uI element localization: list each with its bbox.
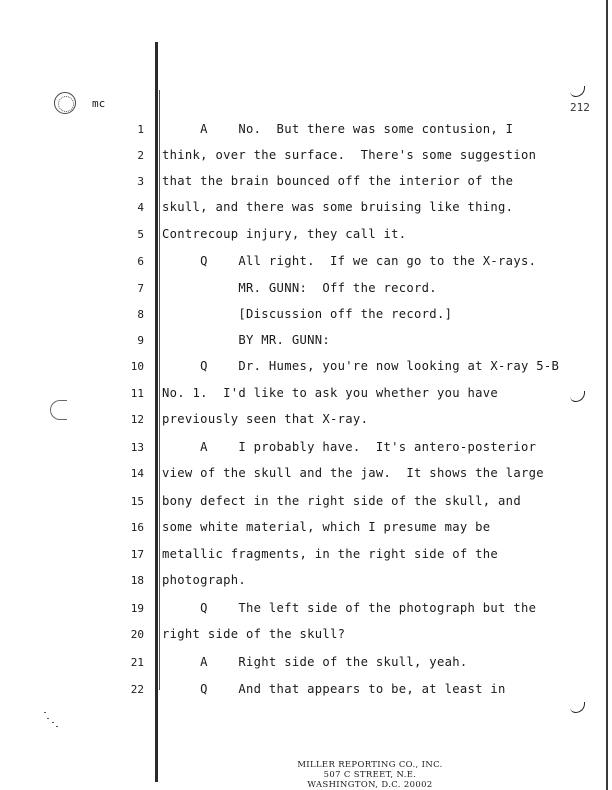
line-number: 1 xyxy=(137,123,144,136)
transcript-line: Q The left side of the photograph but the xyxy=(162,601,537,615)
line-number: 2 xyxy=(137,149,144,162)
right-edge-rule xyxy=(606,0,608,790)
transcript-line: metallic fragments, in the right side of the xyxy=(162,547,499,561)
transcript-line: No. 1. I'd like to ask you whether you have xyxy=(162,386,499,400)
line-number: 12 xyxy=(130,413,144,426)
margin-mark-icon xyxy=(570,391,585,402)
line-number: 15 xyxy=(130,495,144,508)
transcript-line: A I probably have. It's antero-posterior xyxy=(162,440,537,454)
line-number: 11 xyxy=(130,387,144,400)
transcript-line: Q All right. If we can go to the X-rays. xyxy=(162,254,537,268)
transcript-line: MR. GUNN: Off the record. xyxy=(162,281,437,295)
transcript-line: A Right side of the skull, yeah. xyxy=(162,655,468,669)
footer-street: 507 C STREET, N.E. xyxy=(323,769,417,779)
transcript-line: Contrecoup injury, they call it. xyxy=(162,227,407,241)
transcript-line: previously seen that X-ray. xyxy=(162,412,369,426)
line-number: 8 xyxy=(137,308,144,321)
transcript-line: BY MR. GUNN: xyxy=(162,333,331,347)
line-number: 21 xyxy=(130,656,144,669)
footer-company: MILLER REPORTING CO., INC. xyxy=(297,759,443,769)
reporter-initials: mc xyxy=(92,97,106,110)
transcript-line: some white material, which I presume may be xyxy=(162,520,491,534)
line-number: 6 xyxy=(137,255,144,268)
transcript-line: [Discussion off the record.] xyxy=(162,307,453,321)
transcript-line: that the brain bounced off the interior of the xyxy=(162,174,514,188)
line-number: 19 xyxy=(130,602,144,615)
reporter-seal-icon xyxy=(54,92,76,114)
line-number: 17 xyxy=(130,548,144,561)
line-number: 13 xyxy=(130,441,144,454)
transcript-line: skull, and there was some bruising like thing. xyxy=(162,200,514,214)
line-number: 22 xyxy=(130,683,144,696)
line-number: 10 xyxy=(130,360,144,373)
transcript-line: view of the skull and the jaw. It shows the large xyxy=(162,466,544,480)
transcript-line: Q Dr. Humes, you're now looking at X-ray 5-B xyxy=(162,359,560,373)
hole-punch-mark xyxy=(50,400,67,420)
line-number: 20 xyxy=(130,628,144,641)
line-number: 18 xyxy=(130,574,144,587)
page-number: 212 xyxy=(570,101,590,114)
line-number: 4 xyxy=(137,201,144,214)
transcript-line: photograph. xyxy=(162,573,247,587)
transcript-line: right side of the skull? xyxy=(162,627,346,641)
left-margin-rule xyxy=(155,42,158,782)
left-margin-rule-inner xyxy=(159,90,160,690)
transcript-line: Q And that appears to be, at least in xyxy=(162,682,506,696)
line-number: 16 xyxy=(130,521,144,534)
line-number: 9 xyxy=(137,334,144,347)
scan-specks xyxy=(44,712,60,730)
transcript-line: A No. But there was some contusion, I xyxy=(162,122,514,136)
line-number: 3 xyxy=(137,175,144,188)
line-number: 5 xyxy=(137,228,144,241)
margin-mark-icon xyxy=(570,702,585,713)
transcript-line: think, over the surface. There's some suggestion xyxy=(162,148,537,162)
footer-city: WASHINGTON, D.C. 20002 xyxy=(307,779,433,789)
line-number: 7 xyxy=(137,282,144,295)
line-number: 14 xyxy=(130,467,144,480)
margin-mark-icon xyxy=(570,86,585,97)
transcript-line: bony defect in the right side of the skull, and xyxy=(162,494,521,508)
